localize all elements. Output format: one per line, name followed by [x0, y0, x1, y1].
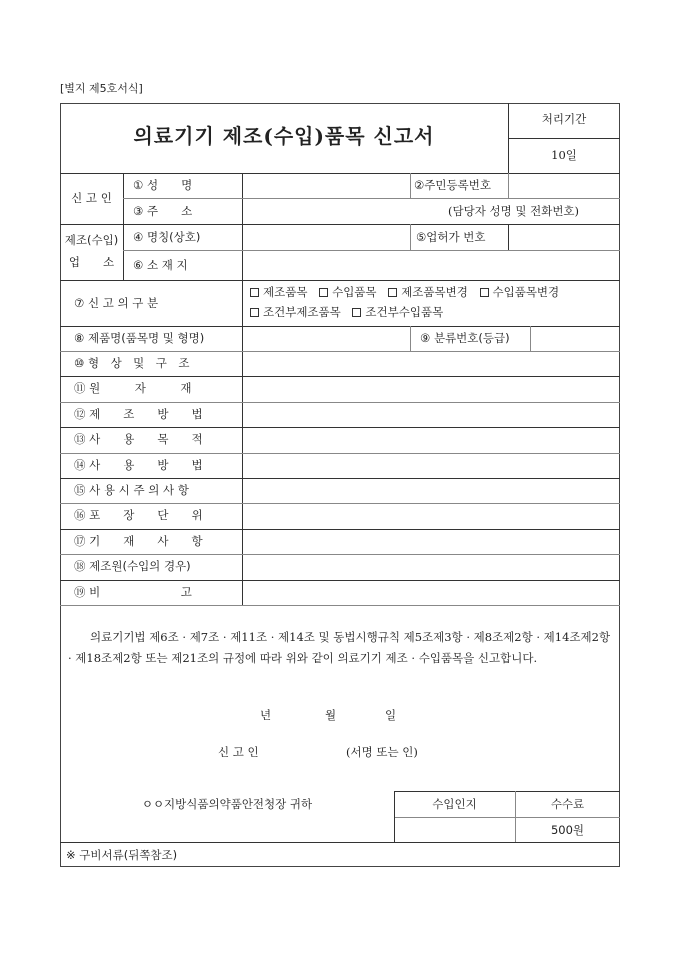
form-title: 의료기기 제조(수입)품목 신고서	[133, 124, 435, 148]
date-day-label: 일	[385, 708, 397, 722]
signature-hint: (서명 또는 인)	[346, 745, 418, 759]
date-year-label: 년	[260, 708, 272, 722]
name-field[interactable]	[243, 174, 409, 198]
divider	[60, 280, 620, 281]
checkbox-icon[interactable]	[319, 288, 328, 297]
company-name-field[interactable]	[243, 225, 409, 250]
business-group-label-2: 업 소	[68, 255, 115, 269]
row-field[interactable]	[243, 581, 619, 605]
option-conditional-import[interactable]: 조건부수입품목	[352, 305, 443, 319]
row-field[interactable]	[243, 555, 619, 579]
footnote: ※ 구비서류(뒤쪽참조)	[66, 848, 178, 862]
checkbox-icon[interactable]	[250, 308, 259, 317]
rrn-field[interactable]	[509, 174, 619, 198]
row-label: ⑫ 제 조 방 법	[74, 406, 203, 421]
row-label: ⑬ 사 용 목 적	[74, 432, 203, 447]
row-label: ⑰ 기 재 사 항	[74, 533, 203, 548]
row-field[interactable]	[243, 352, 619, 376]
fee-label: 수수료	[550, 797, 585, 811]
date-month-label: 월	[325, 708, 337, 722]
option-import-change[interactable]: 수입품목변경	[480, 285, 560, 299]
checkbox-icon[interactable]	[352, 308, 361, 317]
classification-field[interactable]	[531, 327, 619, 351]
form-number: [별지 제5호서식]	[60, 82, 143, 95]
checkbox-icon[interactable]	[480, 288, 489, 297]
rrn-label: ②주민등록번호	[414, 178, 491, 192]
row-label: ⑭ 사 용 방 법	[74, 457, 203, 472]
row-field[interactable]	[243, 530, 619, 554]
option-import[interactable]: 수입품목	[319, 285, 376, 299]
divider	[410, 173, 411, 198]
row-field[interactable]	[243, 403, 619, 427]
row-label: ⑱ 제조원(수입의 경우)	[74, 559, 191, 574]
revenue-stamp-label: 수입인지	[432, 797, 477, 811]
report-type-label: ⑦ 신 고 의 구 분	[74, 296, 159, 310]
divider	[60, 605, 620, 606]
report-type-options-line-2	[250, 307, 443, 319]
checkbox-icon[interactable]	[250, 288, 259, 297]
option-manufacture[interactable]: 제조품목	[250, 285, 307, 299]
row-label: ⑩ 형 상 및 구 조	[74, 356, 190, 370]
recipient: ㅇㅇ지방식품의약품안전청장 귀하	[141, 797, 313, 811]
row-field[interactable]	[243, 428, 619, 452]
row-label: ⑮ 사 용 시 주 의 사 항	[74, 483, 189, 497]
checkbox-icon[interactable]	[388, 288, 397, 297]
processing-period-label: 처리기간	[541, 112, 587, 126]
address-label: ③ 주 소	[133, 204, 193, 218]
product-name-label: ⑧ 제품명(품목명 및 형명)	[74, 331, 205, 345]
revenue-stamp-area[interactable]	[395, 818, 514, 841]
divider	[123, 173, 124, 280]
divider	[410, 326, 411, 351]
row-label: ⑪ 원 자 재	[74, 381, 192, 396]
report-type-options-line-1	[250, 287, 559, 299]
row-label: ⑲ 비 고	[74, 584, 192, 599]
business-group-label-1: 제조(수입)	[64, 233, 119, 247]
row-label: ⑯ 포 장 단 위	[74, 508, 203, 523]
option-conditional-manufacture[interactable]: 조건부제조품목	[250, 305, 341, 319]
location-label: ⑥ 소 재 지	[133, 258, 188, 272]
divider	[410, 224, 411, 250]
license-number-label: ⑤업허가 번호	[416, 230, 486, 244]
signature-label: 신 고 인	[218, 745, 259, 759]
option-manufacture-change[interactable]: 제조품목변경	[388, 285, 468, 299]
declaration-text: 의료기기법 제6조 · 제7조 · 제11조 · 제14조 및 동법시행규칙 제5조제3항 · 제8조제2항 · 제14조제2항 · 제18조제2항 또는 제21조의 규정에 따라 위와 같이 의료기기 제조 · 수입품목을 신고합니다.	[68, 630, 611, 665]
company-name-label: ④ 명칭(상호)	[133, 230, 201, 244]
contact-hint: (담당자 성명 및 전화번호)	[448, 204, 580, 218]
location-field[interactable]	[243, 251, 619, 280]
product-name-field[interactable]	[243, 327, 409, 351]
processing-period-value: 10일	[551, 148, 577, 162]
row-field[interactable]	[243, 479, 619, 503]
date-year-field[interactable]	[200, 706, 260, 724]
divider	[508, 138, 620, 139]
fee-value: 500원	[550, 823, 585, 837]
row-field[interactable]	[243, 377, 619, 401]
divider	[394, 791, 620, 792]
applicant-group-label: 신 고 인	[71, 191, 112, 205]
license-number-field[interactable]	[509, 225, 619, 250]
row-field[interactable]	[243, 504, 619, 528]
name-label: ① 성 명	[133, 178, 193, 192]
classification-label: ⑨ 분류번호(등급)	[420, 331, 510, 345]
row-field[interactable]	[243, 454, 619, 478]
divider	[60, 842, 620, 843]
